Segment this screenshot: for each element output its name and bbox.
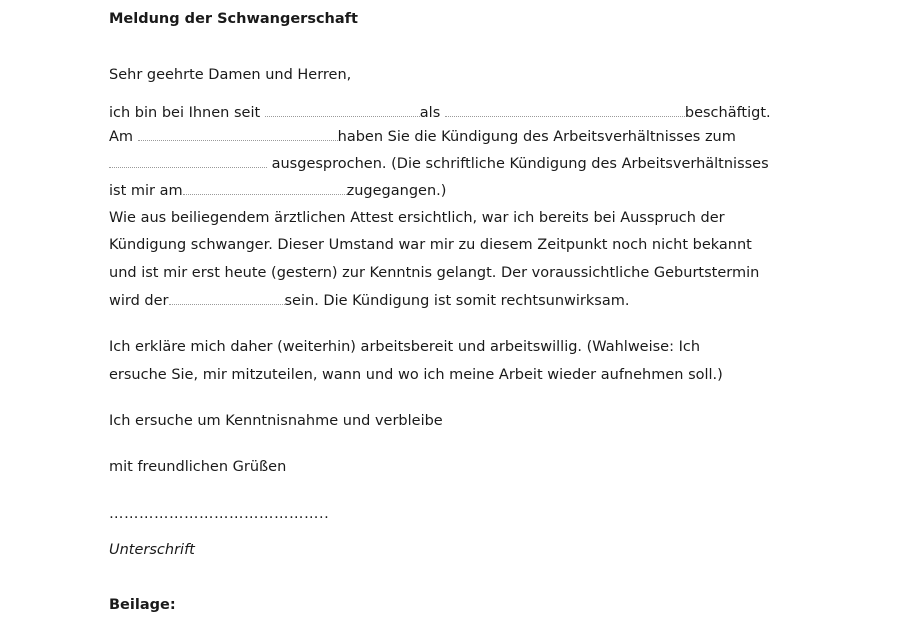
text-received-on: ist mir am	[109, 183, 183, 199]
paragraph-2-line-1: Ich erkläre mich daher (weiterhin) arbeitsbereit und arbeitswillig. (Wahlweise: Ich	[109, 339, 701, 355]
paragraph-3: Ich ersuche um Kenntnisnahme und verbleibe	[109, 413, 443, 429]
paragraph-1-line-2	[109, 126, 736, 147]
paragraph-2-line-2: ersuche Sie, mir mitzuteilen, wann und wo ich meine Arbeit wieder aufnehmen soll.)	[109, 367, 723, 383]
signature-label: Unterschrift	[109, 542, 195, 558]
paragraph-1-line-5: Wie aus beiliegendem ärztlichen Attest ersichtlich, war ich bereits bei Ausspruch der	[109, 210, 725, 226]
signature-line: ……………………………………..	[109, 506, 330, 522]
paragraph-1-line-6: Kündigung schwanger. Dieser Umstand war mir zu diesem Zeitpunkt noch nicht bekannt	[109, 237, 752, 253]
text-pronounced: ausgesprochen. (Die schriftliche Kündigung des Arbeitsverhältnisses	[271, 156, 769, 172]
text-on: Am	[109, 129, 134, 145]
blank-receipt-date[interactable]	[183, 180, 347, 195]
text-will-be: wird der	[109, 293, 169, 309]
text-termination: haben Sie die Kündigung des Arbeitsverhältnisses zum	[337, 129, 736, 145]
blank-termination-effective-date[interactable]	[109, 153, 267, 168]
text-received: zugegangen.)	[346, 183, 447, 199]
blank-due-date[interactable]	[169, 290, 285, 305]
text-employed-since: ich bin bei Ihnen seit	[109, 105, 261, 121]
paragraph-1-line-7: und ist mir erst heute (gestern) zur Kenntnis gelangt. Der voraussichtliche Geburtstermin	[109, 265, 760, 281]
paragraph-1-line-8	[109, 290, 629, 311]
blank-employment-start-date[interactable]	[265, 102, 420, 117]
closing: mit freundlichen Grüßen	[109, 459, 287, 475]
text-ineffective: sein. Die Kündigung ist somit rechtsunwirksam.	[284, 293, 630, 309]
salutation: Sehr geehrte Damen und Herren,	[109, 67, 352, 83]
attachment-label: Beilage:	[109, 597, 176, 613]
blank-job-title[interactable]	[445, 102, 685, 117]
document-title: Meldung der Schwangerschaft	[109, 11, 358, 27]
paragraph-1-line-3	[109, 153, 769, 174]
text-employed: beschäftigt.	[684, 105, 771, 121]
text-as: als	[419, 105, 441, 121]
blank-termination-date[interactable]	[138, 126, 338, 141]
paragraph-1-line-4	[109, 180, 446, 201]
paragraph-1-line-1	[109, 102, 771, 123]
